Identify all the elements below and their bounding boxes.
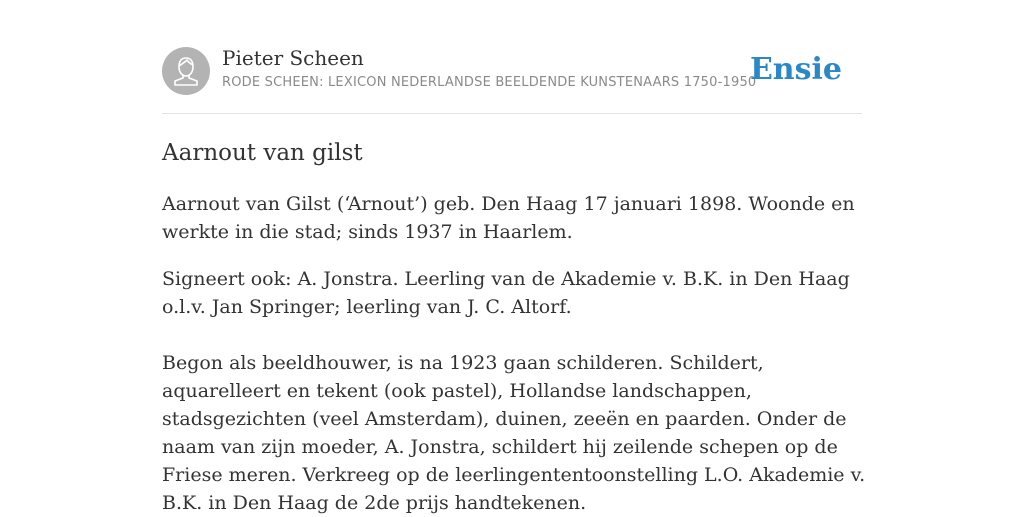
author-header	[162, 46, 862, 96]
article-body	[162, 190, 867, 517]
article-title: Aarnout van gilst	[162, 140, 363, 166]
author-name[interactable]: Pieter Scheen	[222, 46, 364, 70]
user-avatar-icon[interactable]	[162, 47, 210, 95]
article-paragraph: Aarnout van Gilst (‘Arnout’) geb. Den Haag 17 januari 1898. Woonde en werkte in die stad; sinds 1937 in Haarlem.	[162, 193, 855, 243]
source-reference[interactable]: RODE SCHEEN: LEXICON NEDERLANDSE BEELDENDE KUNSTENAARS 1750-1950	[222, 75, 757, 90]
article-paragraph: Begon als beeldhouwer, is na 1923 gaan schilderen. Schildert, aquarelleert en tekent (ook pastel), Hollandse landschappen, stadsgezichten (veel Amsterdam), duinen, zeeën en paarden. Onder de naam van zijn moeder, A. Jonstra, schildert hij zeilende schepen op de Friese meren. Verkreeg op de leerlingententoonstelling L.O. Akademie v. B.K. in Den Haag de 2de prijs handtekenen.	[162, 352, 866, 514]
article-paragraph: Signeert ook: A. Jonstra. Leerling van de Akademie v. B.K. in Den Haag o.l.v. Jan Springer; leerling van J. C. Altorf.	[162, 268, 850, 318]
brand-logo[interactable]: Ensie	[749, 52, 842, 87]
header-divider	[162, 113, 862, 114]
